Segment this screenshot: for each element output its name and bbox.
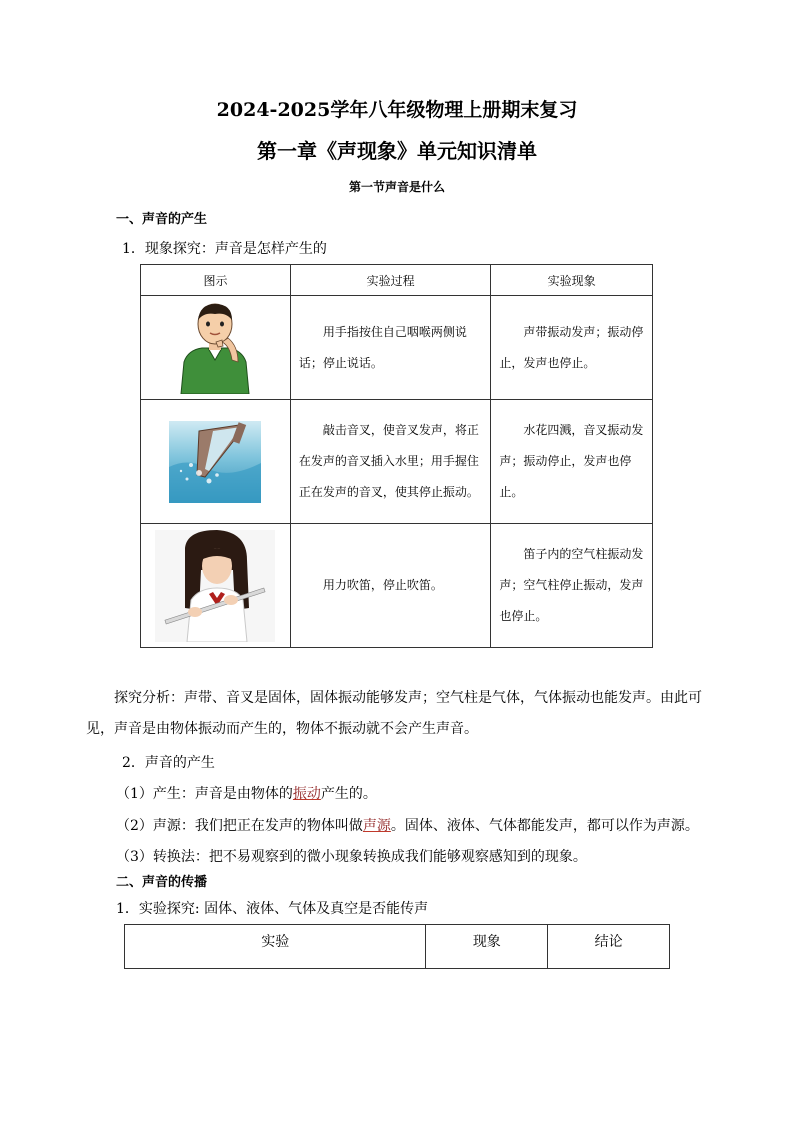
section-title: 第一节声音是什么 [348, 180, 445, 194]
point-text: 。固体、液体、气体都能发声，都可以作为声源。 [390, 818, 699, 834]
table-header-row [141, 265, 653, 296]
table-row [141, 296, 653, 400]
result-text: 笛子内的空气柱振动发声；空气柱停止振动，发声也停止。 [499, 547, 644, 623]
point-conversion-method: （3）转换法：把不易观察到的微小现象转换成我们能够观察感知到的现象。 [116, 849, 587, 865]
table-header-cell: 结论 [548, 925, 670, 969]
process-cell [290, 524, 490, 648]
image-cell [141, 400, 291, 524]
keyword-vibration: 振动 [292, 786, 321, 802]
girl-playing-flute-image [155, 530, 275, 642]
process-text: 用力吹笛，停止吹笛。 [322, 578, 443, 592]
point-text: 产生的。 [320, 786, 377, 802]
table-header-cell: 图示 [141, 265, 291, 296]
result-text: 水花四溅，音叉振动发声；振动停止，发声也停止。 [499, 423, 644, 499]
image-cell [141, 296, 291, 400]
propagation-table [124, 924, 670, 969]
point-text: （1）产生：声音是由物体的 [116, 786, 293, 802]
result-cell [491, 524, 653, 648]
keyword-sound-source: 声源 [362, 818, 391, 834]
analysis-paragraph: 探究分析：声带、音叉是固体，固体振动能够发声；空气柱是气体，气体振动也能发声。由此可见，声音是由物体振动而产生的，物体不振动就不会产生声音。 [86, 690, 702, 737]
process-text: 敲击音叉，使音叉发声，将正在发声的音叉插入水里；用手握住正在发声的音叉，使其停止振动。 [298, 423, 479, 499]
table-header-row [125, 925, 670, 969]
table-header-cell: 实验 [125, 925, 426, 969]
part1-item2: 2．声音的产生 [122, 755, 215, 771]
part2-item1: 1．实验探究: 固体、液体、气体及真空是否能传声 [116, 901, 429, 917]
process-cell [290, 400, 490, 524]
part2-heading: 二、声音的传播 [116, 875, 208, 890]
chapter-title: 第一章《声现象》单元知识清单 [257, 139, 537, 163]
experiment-table [140, 264, 653, 648]
process-text: 用手指按住自己咽喉两侧说话；停止说话。 [298, 324, 467, 370]
table-header-cell: 现象 [426, 925, 548, 969]
point-production [116, 783, 377, 803]
table-row [141, 400, 653, 524]
result-cell [491, 400, 653, 524]
boy-touching-throat-image [176, 302, 254, 394]
tuning-fork-in-water-image [169, 421, 261, 503]
table-header-cell: 实验现象 [491, 265, 653, 296]
part1-item1: 1．现象探究：声音是怎样产生的 [122, 241, 327, 257]
image-cell [141, 524, 291, 648]
process-cell [290, 296, 490, 400]
part1-heading: 一、声音的产生 [116, 212, 208, 227]
result-text: 声带振动发声；振动停止，发声也停止。 [499, 324, 644, 370]
point-sound-source [116, 815, 699, 835]
table-row [141, 524, 653, 648]
table-header-cell: 实验过程 [290, 265, 490, 296]
point-text: （2）声源：我们把正在发声的物体叫做 [116, 818, 363, 834]
result-cell [491, 296, 653, 400]
document-title: 2024-2025学年八年级物理上册期末复习 [216, 99, 578, 121]
